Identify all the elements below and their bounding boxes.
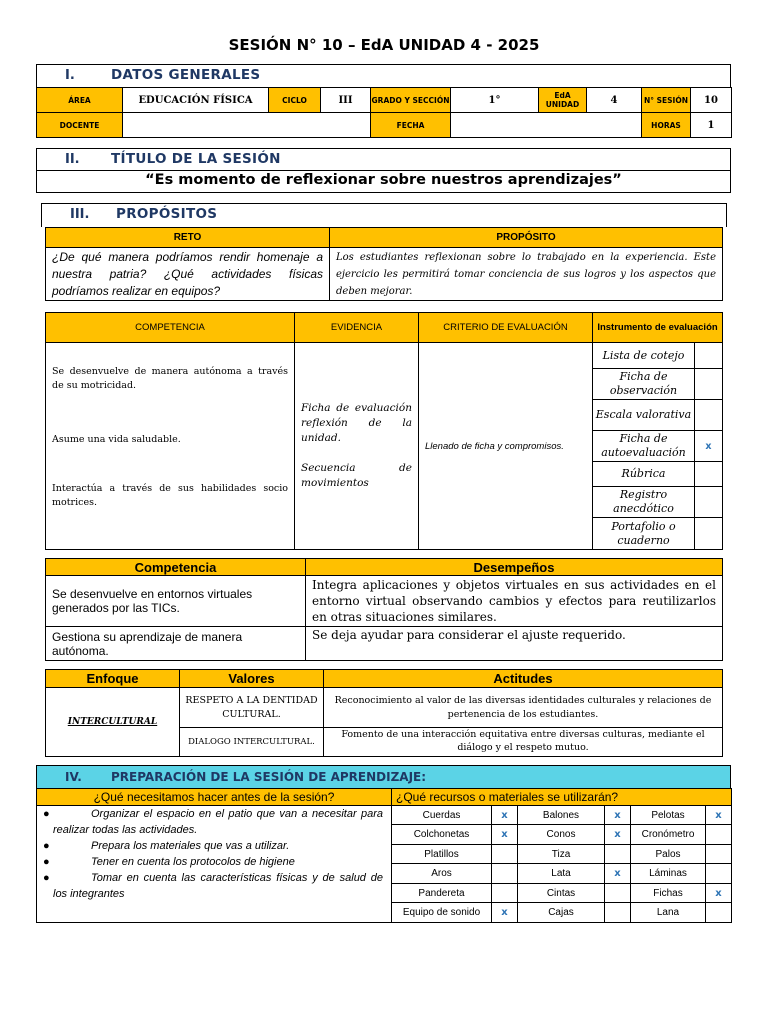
antes-list [37,806,392,923]
list-item: ● Tener en cuenta los protocolos de higiene [43,856,295,868]
material-name: Tiza [518,845,605,864]
material-name: Palos [631,845,706,864]
session-title: “Es momento de reflexionar sobre nuestros aprendizajes” [36,170,731,193]
instrumento-mark[interactable] [695,487,723,518]
instrumento-mark[interactable] [695,400,723,431]
evidencia-item: Ficha de evaluación reflexión de la unidad. [301,402,412,444]
fecha-value[interactable] [451,113,642,138]
criterio-cell: Llenado de ficha y compromisos. [419,343,593,550]
material-mark[interactable] [706,864,732,884]
list-item: ● Prepara los materiales que vas a utilizar. [43,840,290,852]
datos-generales-table [36,87,732,138]
section-2-header [36,148,731,171]
material-name: Cuerdas [392,806,492,825]
evidencia-item: Secuencia de movimientos [301,462,412,489]
material-mark[interactable]: x [605,864,631,884]
material-mark[interactable]: x [492,806,518,825]
material-mark[interactable] [605,884,631,903]
section-1-number: I. [65,68,75,83]
eda-label: EdA UNIDAD [539,88,587,113]
antes-header: ¿Qué necesitamos hacer antes de la sesión? [37,789,392,806]
reto-text: ¿De qué manera podríamos rendir homenaje a nuestra patria? ¿Qué actividades físicas podríamos realizar en equipos? [46,248,330,301]
section-4-number: IV. [65,770,82,784]
area-value: EDUCACIÓN FÍSICA [123,88,269,113]
material-mark[interactable]: x [706,884,732,903]
propositos-table [45,227,723,301]
material-mark[interactable] [492,845,518,864]
page-title: SESIÓN N° 10 – EdA UNIDAD 4 - 2025 [228,36,540,54]
ciclo-label: CICLO [269,88,321,113]
competencia-item: Se desenvuelve de manera autónoma a través de su motricidad. [52,366,288,391]
desempenos-header: Desempeños [306,559,723,576]
material-mark[interactable]: x [492,825,518,845]
competencia-header: COMPETENCIA [46,313,295,343]
material-name: Lata [518,864,605,884]
instrumento-header: Instrumento de evaluación [593,313,723,343]
proposito-header: PROPÓSITO [330,228,723,248]
evidencia-header: EVIDENCIA [295,313,419,343]
enfoque-header: Enfoque [46,670,180,688]
instrumento-mark[interactable] [695,462,723,487]
bullet-icon: ● [43,840,50,852]
competencias-transversales-table [45,558,723,661]
material-name: Balones [518,806,605,825]
fecha-label: FECHA [371,113,451,138]
sesion-label: N° SESIÓN [642,88,691,113]
material-mark[interactable] [492,884,518,903]
material-mark[interactable]: x [706,806,732,825]
criterio-header: CRITERIO DE EVALUACIÓN [419,313,593,343]
list-item: ● Organizar el espacio en el patio que van a necesitar para realizar todas las actividades. [43,808,383,836]
actitudes-header: Actitudes [324,670,723,688]
section-1-title: DATOS GENERALES [111,67,261,83]
ciclo-value: III [321,88,371,113]
actitud: Reconocimiento al valor de las diversas identidades culturales y relaciones de pertenencia de los estudiantes. [324,688,723,728]
transversal-competencia-header: Competencia [46,559,306,576]
desempeno: Integra aplicaciones y objetos virtuales en sus actividades en el entorno virtual observando cambios y efectos para reutilizarlos en otras situaciones similares. [306,576,723,627]
instrumento-label: Ficha de autoevaluación [593,431,695,462]
evidencia-cell [295,343,419,550]
instrumento-label: Portafolio o cuaderno [593,518,695,550]
section-2-title: TÍTULO DE LA SESIÓN [111,151,281,167]
instrumento-mark[interactable] [695,369,723,400]
list-item: ● Tomar en cuenta las características físicas y de salud de los integrantes [43,872,383,900]
section-1-header [36,64,731,88]
preparacion-table [36,788,732,923]
section-3-number: III. [70,207,90,222]
material-name: Cajas [518,903,605,923]
reto-header: RETO [46,228,330,248]
section-4-header [36,765,731,789]
bullet-icon: ● [43,808,50,820]
instrumento-label: Rúbrica [593,462,695,487]
instrumento-mark[interactable] [695,518,723,550]
material-name: Pelotas [631,806,706,825]
enfoque-name: INTERCULTURAL [46,688,180,757]
material-name: Equipo de sonido [392,903,492,923]
eda-value: 4 [587,88,642,113]
section-2-number: II. [65,152,80,167]
grado-value: 1° [451,88,539,113]
material-mark[interactable] [492,864,518,884]
proposito-text: Los estudiantes reflexionan sobre lo trabajado en la experiencia. Este ejercicio les permitirá tomar conciencia de sus logros y los aspectos que deben mejorar. [330,248,723,301]
material-name: Lana [631,903,706,923]
competencia-item: Asume una vida saludable. [52,434,181,445]
horas-label: HORAS [642,113,691,138]
docente-value[interactable] [123,113,371,138]
material-mark[interactable]: x [605,825,631,845]
enfoque-table [45,669,723,757]
competencia-list [46,343,295,550]
material-name: Láminas [631,864,706,884]
valor: RESPETO A LA DENTIDAD CULTURAL. [180,688,324,728]
section-4-title: PREPARACIÓN DE LA SESIÓN DE APRENDIZAJE: [111,770,427,784]
transversal-competencia: Gestiona su aprendizaje de manera autónoma. [46,627,306,661]
docente-label: DOCENTE [37,113,123,138]
material-mark[interactable]: x [492,903,518,923]
valores-header: Valores [180,670,324,688]
valor: DIALOGO INTERCULTURAL. [180,728,324,757]
instrumento-mark[interactable] [695,343,723,369]
material-name: Cronómetro [631,825,706,845]
desempeno: Se deja ayudar para considerar el ajuste requerido. [306,627,723,661]
bullet-icon: ● [43,872,50,884]
instrumento-mark[interactable]: x [695,431,723,462]
material-mark[interactable] [706,845,732,864]
recursos-header: ¿Qué recursos o materiales se utilizarán? [392,789,732,806]
instrumento-label: Escala valorativa [593,400,695,431]
competencia-item: Interactúa a través de sus habilidades socio motrices. [52,483,288,508]
section-3-header [41,203,727,227]
material-name: Pandereta [392,884,492,903]
section-3-title: PROPÓSITOS [116,206,218,222]
actitud: Fomento de una interacción equitativa entre diversas culturas, mediante el diálogo y el respeto mutuo. [324,728,723,757]
material-name: Conos [518,825,605,845]
competencias-table [45,312,723,550]
material-mark[interactable] [605,903,631,923]
instrumento-label: Registro anecdótico [593,487,695,518]
instrumento-label: Lista de cotejo [593,343,695,369]
sesion-value: 10 [691,88,732,113]
grado-label: GRADO Y SECCIÓN [371,88,451,113]
material-name: Platillos [392,845,492,864]
material-mark[interactable] [706,825,732,845]
material-mark[interactable] [706,903,732,923]
material-name: Cintas [518,884,605,903]
bullet-icon: ● [43,856,50,868]
horas-value: 1 [691,113,732,138]
material-mark[interactable] [605,845,631,864]
area-label: ÁREA [37,88,123,113]
material-mark[interactable]: x [605,806,631,825]
instrumento-label: Ficha de observación [593,369,695,400]
material-name: Colchonetas [392,825,492,845]
material-name: Fichas [631,884,706,903]
material-name: Aros [392,864,492,884]
transversal-competencia: Se desenvuelve en entornos virtuales generados por las TICs. [46,576,306,627]
